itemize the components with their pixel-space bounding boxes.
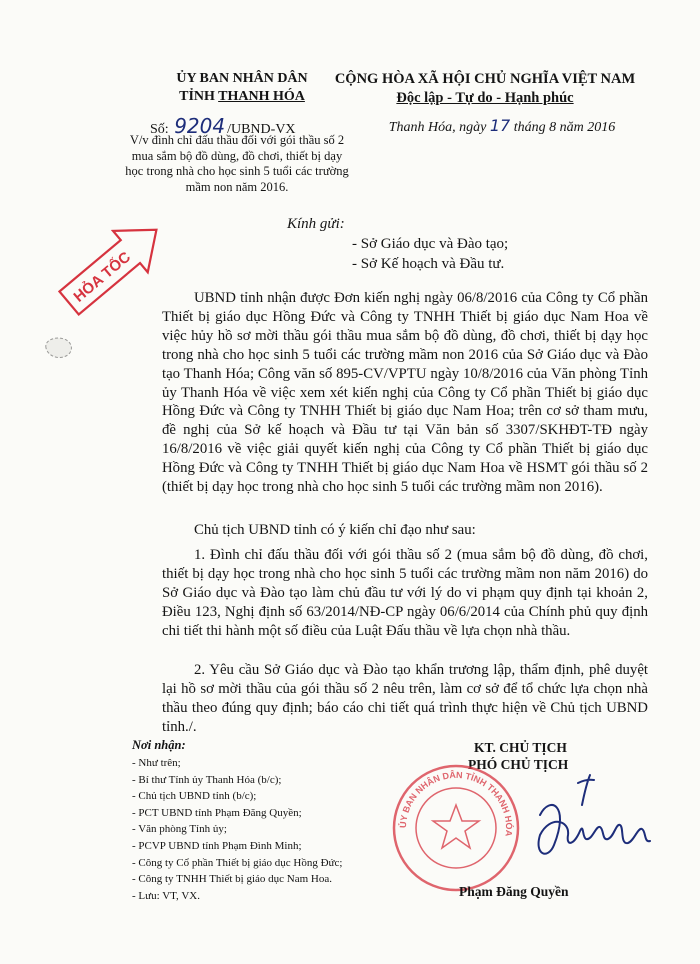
recipient-1: - Sở Giáo dục và Đào tạo; [352,236,509,252]
receivers-list [132,755,342,904]
urgent-stamp [47,206,176,328]
body-paragraph-3: 1. Đình chỉ đấu thầu đối với gói thầu số 2 (mua sắm bộ đồ dùng, đồ chơi, thiết bị dạy học trong nhà cho học sinh 5 tuổi các trường mầm non năm 2016) do Sở Giáo dục và Đào tạo làm chủ đầu tư với lý do vi phạm quy định tại khoản 2, Điều 123, Nghị định số 63/2014/NĐ-CP ngày 06/6/2014 của Chính phủ quy định chi tiết thi hành một số điều của Luật Đấu thầu về lựa chọn nhà thầu. [162,547,648,639]
national-title [330,70,640,108]
date-rest: tháng 8 năm 2016 [513,120,616,135]
body-paragraph-1: UBND tỉnh nhận được Đơn kiến nghị ngày 06/8/2016 của Công ty Cổ phần Thiết bị giáo dục Hồng Đức và Công ty TNHH Thiết bị giáo dục Nam Hoa về việc hủy hồ sơ mời thầu gói thầu mua sắm bộ đồ dùng, đồ chơi, thiết bị dạy học trong nhà cho học sinh 5 tuổi các trường mầm non 2016 của Sở Giáo dục và Đào tạo Thanh Hóa; Công văn số 895-CV/VPTU ngày 10/8/2016 của Văn phòng Tỉnh ủy Thanh Hóa về việc xem xét kiến nghị của Công ty Cổ phần Thiết bị giáo dục Hồng Đức và Công ty TNHH Thiết bị giáo dục Nam Hoa; trên cơ sở tham mưu, đề nghị của Sở kế hoạch và Đầu tư tại Văn bản số 3307/SKHĐT-TĐ ngày 16/8/2016 về việc giải quyết kiến nghị của Công ty Cổ phần Thiết bị giáo dục Hồng Đức và Công ty TNHH Thiết bị giáo dục Nam Hoa về HSMT gói thầu số 2 (thiết bị dạy học trong nhà cho học sinh 5 tuổi các trường mầm non 2016). [162,290,648,496]
org-line-2 [142,88,342,106]
receivers-title: Nơi nhận: [132,738,186,752]
seal-text: ỦY BAN NHÂN DÂN TỈNH THANH HÓA [397,769,515,837]
receiver-item: - Bí thư Tỉnh ủy Thanh Hóa (b/c); [132,773,282,786]
seal-inner-ring [416,788,496,868]
doc-number-handwritten: 9204 [174,114,226,138]
receiver-item: - Chủ tịch UBND tỉnh (b/c); [132,790,257,803]
receiver-item: - Lưu: VT, VX. [132,889,200,902]
document-subject: V/v đình chỉ đấu thầu đối với gói thầu số 2 mua sắm bộ đồ dùng, đồ chơi, thiết bị dạy học trong nhà cho học sinh 5 tuổi các trường mầm non năm 2016. [125,133,349,194]
receiver-item: - Công ty Cổ phần Thiết bị giáo dục Hồng Đức; [132,856,343,869]
receiver-item: - Công ty TNHH Thiết bị giáo dục Nam Hoa. [132,873,333,886]
official-seal [391,763,521,893]
date-day-handwritten: 17 [489,116,511,135]
org-line-1: ỦY BAN NHÂN DÂN [176,71,308,86]
date-prefix: Thanh Hóa, ngày [388,120,487,135]
recipient-2: - Sở Kế hoạch và Đầu tư. [352,256,505,272]
seal-outer-ring [394,766,518,890]
issuing-organization [142,70,342,106]
receiver-item: - Văn phòng Tỉnh ủy; [132,823,227,836]
doc-number-prefix: Số: [150,122,169,137]
receiver-item: - Như trên; [132,757,181,769]
nation-motto: Độc lập - Tự do - Hạnh phúc [396,90,574,106]
handwritten-signature [510,765,660,885]
receiver-item: - PCT UBND tỉnh Phạm Đăng Quyền; [132,806,302,819]
org-province: THANH HÓA [218,89,305,104]
seal-star-icon [433,805,479,848]
greeting: Kính gửi: [287,216,345,232]
date-line [362,116,642,136]
body-paragraph-4: 2. Yêu cầu Sở Giáo dục và Đào tạo khẩn trương lập, thẩm định, phê duyệt lại hồ sơ mời thầu của gói thầu số 2 nêu trên, làm cơ sở để tổ chức lựa chọn nhà thầu theo đúng quy định; báo cáo chi tiết quá trình thực hiện về Chủ tịch UBND tỉnh./. [162,662,648,735]
signer-name: Phạm Đăng Quyền [459,884,569,899]
nation-name: CỘNG HÒA XÃ HỘI CHỦ NGHĨA VIỆT NAM [334,71,636,87]
receiver-item: - PCVP UBND tỉnh Phạm Đình Minh; [132,839,302,852]
org-line-2-prefix: TỈNH [179,89,219,104]
doc-number-suffix: /UBND-VX [227,122,296,137]
signer-title-1: KT. CHỦ TỊCH [474,740,567,755]
signer-title-2: PHÓ CHỦ TỊCH [468,757,569,772]
body-paragraph-2: Chủ tịch UBND tỉnh có ý kiến chỉ đạo như sau: [194,522,476,538]
paper-smudge [40,334,76,360]
urgent-stamp-text: HỎA TỐC [70,248,134,306]
